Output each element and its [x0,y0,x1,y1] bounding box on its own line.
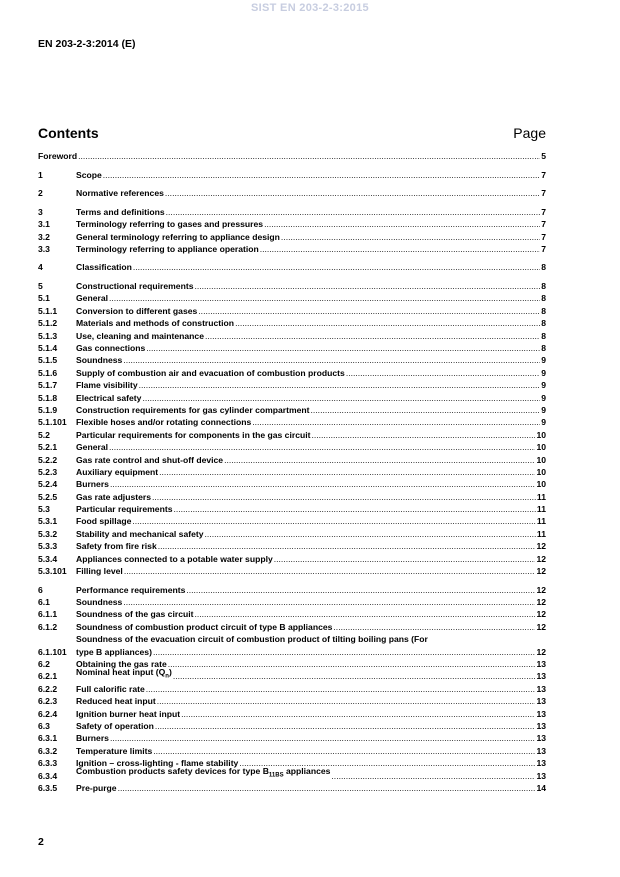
toc-entry-page: 8 [541,305,546,316]
toc-entry-title: Soundness of the evacuation circuit of combustion product of tilting boiling pans (For [76,634,428,645]
dot-leader [186,584,535,596]
page-number: 2 [38,836,44,848]
toc-entry-title: Soundness of combustion product circuit of type B appliances [76,621,333,632]
toc-entry-page: 10 [536,442,546,453]
toc-entry-title: Safety of operation [76,720,154,731]
dot-leader [110,478,535,490]
dot-leader [165,187,540,199]
toc-entry-body [76,720,546,732]
toc-entry-page: 8 [541,343,546,353]
toc-entry-body [76,765,546,782]
toc-entry-title: Performance requirements [76,584,186,595]
contents-heading: Contents [38,125,99,141]
toc-entry[interactable] [38,169,546,181]
toc-entry-body [76,540,546,552]
toc-entry-title: Safety from fire risk [76,541,157,552]
toc-entry-title: Full calorific rate [76,683,145,694]
toc-entry-page: 8 [541,262,546,273]
dot-leader [281,231,540,243]
toc-entry-number: 5.3.4 [38,553,58,564]
toc-entry-number: 5.3.3 [38,541,58,552]
toc-entry-body [76,683,546,695]
toc-entry-number: 5.1.7 [38,380,58,391]
toc-entry-body [76,782,546,794]
toc-entry-body [76,466,546,478]
toc-entry-page: 11 [536,504,546,515]
toc-entry-number: 5.1.4 [38,343,58,353]
dot-leader [194,608,535,620]
dot-leader [153,745,535,757]
toc-entry-title: Soundness [76,355,123,366]
toc-entry-body [76,515,546,527]
toc-entry[interactable] [38,491,546,503]
toc-entry[interactable] [38,666,546,682]
dot-leader [181,708,535,720]
toc-entry-body [76,379,546,391]
toc-entry-title: Ignition burner heat input [76,708,181,719]
toc-entry-number: 3.3 [38,243,50,254]
toc-entry[interactable] [38,683,546,695]
toc-entry-title: General terminology referring to appliance design [76,231,280,242]
dot-leader [264,218,540,230]
toc-entry[interactable] [38,354,546,366]
toc-entry-page: 14 [536,782,546,793]
toc-entry-title: Gas rate control and shut-off device [76,454,224,465]
toc-entry-page: 11 [536,516,546,527]
toc-entry[interactable] [38,732,546,744]
toc-entry-body [76,478,546,490]
toc-entry-title: Use, cleaning and maintenance [76,330,204,341]
dot-leader [153,646,536,658]
toc-entry[interactable] [38,584,546,596]
toc-entry-body [76,354,546,366]
toc-entry-number: 5.3 [38,504,50,515]
toc-entry-body [76,330,546,342]
toc-entry-number: 5.1 [38,293,50,304]
toc-entry-body [76,732,546,744]
toc-entry-title: Gas connections [76,343,146,353]
toc-entry-number: 5.1.3 [38,330,58,341]
toc-entry-body [76,584,546,596]
toc-entry-number: 5.2 [38,429,50,440]
toc-entry-body [76,503,546,515]
toc-entry-page: 7 [541,169,546,180]
toc-entry[interactable] [38,528,546,540]
toc-entry-number: 5 [38,281,43,292]
toc-entry-number: 6.3 [38,720,50,731]
dot-leader [123,596,535,608]
toc-entry-body [76,317,546,329]
toc-entry[interactable] [38,503,546,515]
dot-leader [110,732,535,744]
toc-entry-title: Flexible hoses and/or rotating connections [76,417,252,428]
toc-entry-body [76,231,546,243]
toc-entry-body [76,367,546,379]
toc-entry-body [76,416,546,428]
watermark: SIST EN 203-2-3:2015 [251,2,369,14]
toc-entry-body [76,218,546,230]
toc-entry-number: 5.1.2 [38,318,58,329]
dot-leader [252,416,540,428]
toc-entry[interactable] [38,416,546,428]
toc-entry-page: 12 [536,646,546,657]
toc-entry-number: 5.1.101 [38,417,67,428]
toc-entry[interactable] [38,206,546,218]
toc-entry-page: 8 [541,318,546,329]
toc-entry-title: Stability and mechanical safety [76,528,204,539]
dot-leader [157,695,536,707]
toc-entry-title: Terminology referring to gases and pressures [76,219,264,230]
toc-entry[interactable] [38,379,546,391]
toc-entry-body [76,621,546,633]
toc-entry[interactable] [38,540,546,552]
toc-entry-page: 7 [541,243,546,254]
toc-entry[interactable] [38,231,546,243]
dot-leader [133,261,540,273]
toc-entry-number: 5.2.1 [38,442,58,453]
toc-entry[interactable] [38,454,546,466]
dot-leader [78,150,540,162]
toc-entry-page: 7 [541,219,546,230]
page-column-label: Page [513,125,546,141]
toc-entry-number: 6.1.1 [38,609,58,620]
toc-entry-title: Soundness of the gas circuit [76,609,194,620]
dot-leader [260,243,540,255]
toc-entry[interactable] [38,745,546,757]
toc-entry-body [76,565,546,577]
dot-leader [331,770,535,782]
toc-entry-page: 12 [536,553,546,564]
toc-entry[interactable] [38,429,546,441]
toc-entry[interactable] [38,404,546,416]
toc-entry[interactable] [38,708,546,720]
toc-entry[interactable] [38,292,546,304]
toc-entry-title: Food spillage [76,516,132,527]
toc-entry-page: 12 [536,597,546,607]
toc-entry-number: 6.2.1 [38,671,58,682]
toc-entry-page: 13 [536,745,546,756]
toc-entry-number: 5.3.1 [38,516,58,527]
toc-entry-title: Supply of combustion air and evacuation of combustion products [76,367,345,378]
toc-entry-number: 5.1.8 [38,392,58,403]
toc-entry[interactable] [38,218,546,230]
toc-entry-number: 5.3.2 [38,528,58,539]
dot-leader [103,169,540,181]
toc-entry-title: General [76,442,109,453]
toc-entry-page: 10 [536,429,546,440]
toc-entry-number: 6.2.2 [38,683,58,694]
toc-entry-body [76,429,546,441]
toc-entry-title: Particular requirements for components in the gas circuit [76,429,311,440]
dot-leader [173,503,535,515]
toc-entry[interactable] [38,261,546,273]
toc-entry-number: 5.3.101 [38,566,67,577]
toc-entry-page: 9 [541,417,546,428]
toc-entry-number: 6.1.101 [38,646,67,657]
toc-entry-number: 3 [38,206,43,217]
dot-leader [274,553,536,565]
dot-leader [159,466,535,478]
toc-entry[interactable] [38,478,546,490]
toc-entry-number: 6.2.4 [38,708,58,719]
toc-entry-page: 13 [536,758,546,769]
toc-entry-number: 5.2.3 [38,466,58,477]
toc-entry-body [76,169,546,181]
toc-entry-body [76,528,546,540]
toc-entry[interactable] [38,466,546,478]
dot-leader [311,429,535,441]
toc-entry-title: Scope [76,169,102,180]
toc-entry-body [76,305,546,317]
toc-entry-body [76,392,546,404]
toc-entry-body [76,596,546,608]
toc-entry-page: 10 [536,479,546,490]
toc-entry[interactable] [38,367,546,379]
toc-entry-number: 2 [38,188,43,199]
toc-entry-number: 1 [38,169,43,180]
toc-entry-page: 7 [541,188,546,199]
toc-entry-title: Constructional requirements [76,281,194,292]
toc-entry-title: Terminology referring to appliance operation [76,243,259,254]
toc-entry[interactable] [38,441,546,453]
toc-entry[interactable] [38,596,546,608]
toc-entry-title: Conversion to different gases [76,305,198,316]
toc-entry-title: Soundness [76,597,123,607]
toc-entry-title: Appliances connected to a potable water supply [76,553,273,564]
dot-leader [132,515,536,527]
toc-entry-title: Materials and methods of construction [76,318,235,329]
dot-leader [146,683,536,695]
toc-entry-page: 8 [541,293,546,304]
toc-entry-title: Nominal heat input $(Q_n)$ [76,666,172,680]
toc-entry-page: 11 [536,491,546,502]
toc-entry-page: 10 [536,454,546,465]
toc-entry-page: 9 [541,392,546,403]
dot-leader [118,782,536,794]
toc-entry-number: 6.1.2 [38,621,58,632]
toc-entry-body [76,187,546,199]
dot-leader [346,367,540,379]
toc-entry-page: 12 [536,609,546,620]
dot-leader [109,441,535,453]
toc-entry-number: 3.2 [38,231,50,242]
toc-entry-title-block [76,633,546,658]
toc-entry-page: 12 [536,566,546,577]
toc-entry-title: Terms and definitions [76,206,165,217]
toc-entry-title: Gas rate adjusters [76,491,151,502]
toc-entry[interactable] [38,342,546,354]
dot-leader [333,621,535,633]
toc-entry-page: 13 [536,733,546,744]
toc-entry[interactable] [38,621,546,633]
toc-entry-number: 5.2.2 [38,454,58,465]
toc-entry-body [76,342,546,354]
toc-entry-body [76,666,546,683]
toc-entry[interactable] [38,317,546,329]
toc-entry-title: Pre-purge [76,782,117,793]
toc-entry-title: Flame visibility [76,380,138,391]
toc-entry-title: Burners [76,733,109,744]
toc-entry-page: 5 [541,150,546,161]
toc-entry-page: 13 [536,671,546,682]
dot-leader [146,342,540,354]
toc-entry[interactable] [38,565,546,577]
toc-entry-page: 12 [536,584,546,595]
toc-entry-page: 13 [536,658,546,669]
toc-entry[interactable] [38,695,546,707]
toc-entry[interactable] [38,305,546,317]
toc-entry-number: 5.2.4 [38,479,58,490]
toc-entry[interactable] [38,243,546,255]
dot-leader [173,670,536,682]
dot-leader [142,392,540,404]
toc-entry[interactable] [38,392,546,404]
toc-entry-body [76,261,546,273]
toc-entry-page: 13 [536,708,546,719]
toc-entry-body [76,206,546,218]
toc-entry-page: 11 [536,528,546,539]
toc-entry-number: 4 [38,262,43,273]
toc-entry-number: 6.3.3 [38,758,58,769]
toc-entry-title: General [76,293,109,304]
toc-entry-body [76,695,546,707]
toc-entry-page: 13 [536,696,546,707]
toc-entry-number: 6.3.5 [38,782,58,793]
toc-entry-number: 5.1.9 [38,404,58,415]
toc-entry-body [38,150,546,162]
dot-leader [235,317,540,329]
toc-entry-title: Obtaining the gas rate [76,658,167,669]
toc-entry-number: 6.3.1 [38,733,58,744]
toc-entry[interactable] [38,187,546,199]
toc-entry-body [76,404,546,416]
toc-entry-title: Filling level [76,566,123,577]
toc-entry-page: 13 [536,770,546,781]
toc-entry-number: 5.1.5 [38,355,58,366]
document-id-header: EN 203-2-3:2014 (E) [38,38,136,50]
toc-entry-body [76,491,546,503]
toc-entry-title: Classification [76,262,132,273]
toc-entry-page: 8 [541,281,546,292]
toc-entry[interactable] [38,280,546,292]
table-of-contents [38,150,546,794]
toc-entry-body [76,708,546,720]
toc-entry-page: 13 [536,683,546,694]
toc-entry[interactable] [38,782,546,794]
dot-leader [123,354,540,366]
toc-entry-title: Reduced heat input [76,696,156,707]
toc-entry-body [76,745,546,757]
toc-entry-number: 6.2.3 [38,696,58,707]
toc-entry[interactable] [38,553,546,565]
toc-entry-body [76,292,546,304]
toc-entry-number: 6.2 [38,658,50,669]
toc-entry-number: 5.1.6 [38,367,58,378]
toc-entry-body [76,553,546,565]
toc-entry-title: Ignition – cross-lighting - flame stability [76,758,239,769]
dot-leader [198,305,540,317]
toc-entry-title-line2: type B appliances) [76,646,152,657]
toc-entry-number: 6 [38,584,43,595]
toc-entry-title: Burners [76,479,109,490]
toc-entry-title: Construction requirements for gas cylinder compartment [76,404,310,415]
dot-leader [166,206,541,218]
toc-entry-title: Foreword [38,150,78,161]
toc-entry-page: 12 [536,541,546,552]
toc-entry-page: 8 [541,330,546,341]
toc-entry-page: 10 [536,466,546,477]
dot-leader [152,491,536,503]
toc-entry-number: 6.3.2 [38,745,58,756]
dot-leader [155,720,536,732]
toc-entry[interactable] [38,608,546,620]
toc-entry[interactable] [38,633,546,658]
toc-entry-body [76,441,546,453]
toc-entry-title: Electrical safety [76,392,142,403]
toc-entry[interactable] [38,765,546,782]
toc-entry[interactable] [38,515,546,527]
toc-entry-page: 7 [541,206,546,217]
dot-leader [205,330,540,342]
toc-entry-title: Temperature limits [76,745,153,756]
toc-entry-page: 9 [541,404,546,415]
dot-leader [158,540,536,552]
dot-leader [311,404,541,416]
dot-leader [109,292,540,304]
dot-leader [124,565,536,577]
toc-entry-number: 6.3.4 [38,770,58,781]
toc-entry-title: Particular requirements [76,504,173,515]
toc-entry-body [76,454,546,466]
toc-entry-title: Combustion products safety devices for type $B_{11BS}$ appliances [76,765,331,779]
toc-entry-page: 9 [541,367,546,378]
toc-entry-number: 5.2.5 [38,491,58,502]
toc-entry-page: 13 [536,720,546,731]
toc-entry[interactable] [38,330,546,342]
toc-entry-number: 3.1 [38,219,50,230]
toc-entry-title-continued [76,646,546,658]
toc-entry-page: 9 [541,380,546,391]
toc-entry-number: 5.1.1 [38,305,58,316]
dot-leader [224,454,535,466]
toc-entry-page: 7 [541,231,546,242]
toc-entry-page: 9 [541,355,546,366]
dot-leader [139,379,541,391]
toc-entry-number: 6.1 [38,597,50,607]
dot-leader [194,280,540,292]
toc-entry[interactable] [38,150,546,162]
toc-entry-title: Auxiliary equipment [76,466,159,477]
toc-entry-title: Normative references [76,188,164,199]
toc-entry-page: 12 [536,621,546,632]
toc-entry[interactable] [38,720,546,732]
toc-entry-body [76,243,546,255]
toc-entry-body [76,280,546,292]
dot-leader [205,528,536,540]
toc-entry-body [76,608,546,620]
title-subscript: n [165,673,169,680]
title-subscript: 11BS [268,772,284,779]
